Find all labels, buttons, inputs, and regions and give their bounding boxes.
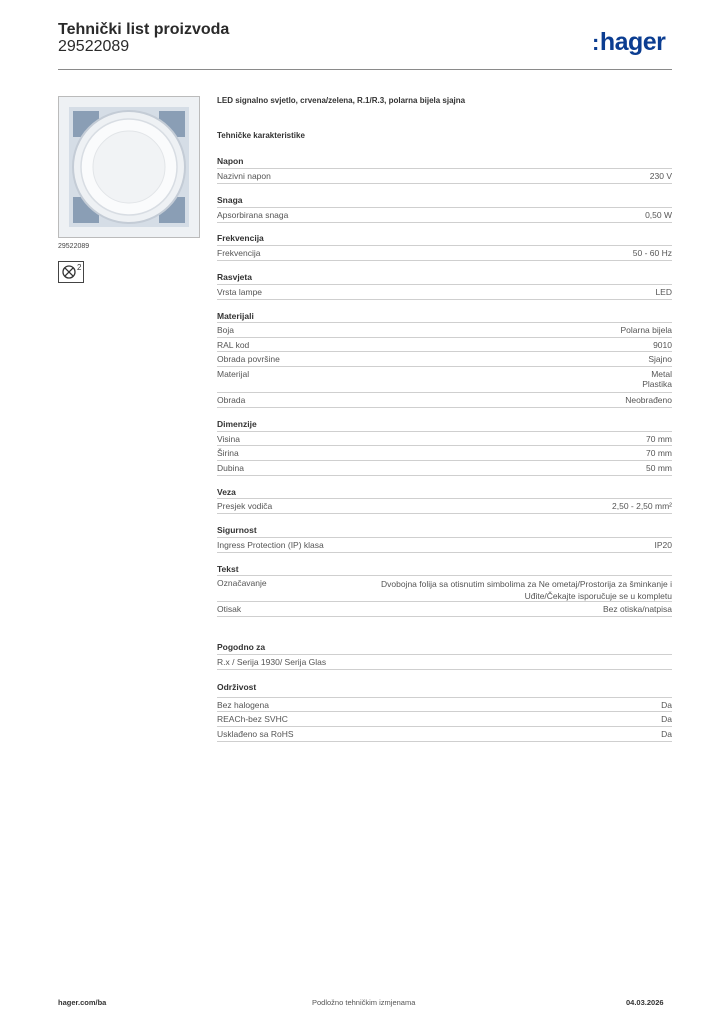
spec-label: Obrada [217,395,246,405]
spec-label: Boja [217,325,235,335]
spec-label: Dubina [217,463,244,473]
section-heading-sigurnost: Sigurnost [217,525,257,535]
footer-website-link[interactable]: hager.com/ba [58,998,107,1007]
lamp-symbol-icon [58,261,84,283]
spec-value: Polarna bijela [620,325,672,335]
section-heading-napon: Napon [217,156,244,166]
svg-text:2: 2 [77,263,82,272]
spec-row [217,697,672,712]
spec-label: Širina [217,448,239,458]
spec-row [217,711,672,726]
spec-label: Usklađeno sa RoHS [217,729,294,739]
spec-row [217,337,672,352]
spec-value: Neobrađeno [625,395,672,405]
section-heading-materijali: Materijali [217,311,254,321]
section-divider [217,513,672,514]
footer-disclaimer: Podložno tehničkim izmjenama [312,998,416,1007]
spec-value: 70 mm [646,448,672,458]
spec-label: Bez halogena [217,700,269,710]
spec-value: Metal Plastika [642,369,672,389]
header-divider [58,69,672,70]
spec-value: LED [655,287,672,297]
spec-row [217,601,672,616]
section-heading-odrzivost: Održivost [217,682,257,692]
section-divider [217,616,672,617]
spec-label: Materijal [217,369,250,379]
page-title: Tehnički list proizvoda [58,21,230,38]
spec-row [217,168,672,183]
product-title: LED signalno svjetlo, crvena/zelena, R.1/R.3, polarna bijela sjajna [217,96,466,105]
spec-value: Sjajno [648,354,672,364]
spec-row [217,431,672,446]
spec-row [217,245,672,260]
spec-value: 50 - 60 Hz [632,248,672,258]
spec-value: 230 V [649,171,672,181]
section-divider [217,475,672,476]
section-divider [217,741,672,742]
section-divider [217,552,672,553]
spec-value: Da [661,700,672,710]
spec-value: Da [661,714,672,724]
tech-characteristics-title: Tehničke karakteristike [217,131,305,140]
section-divider [217,669,672,670]
spec-value: Bez otiska/natpisa [603,604,672,614]
image-caption: 29522089 [58,243,90,250]
spec-row [217,445,672,460]
spec-row [217,498,672,513]
section-heading-dimenzije: Dimenzije [217,419,257,429]
spec-label: Presjek vodiča [217,501,273,511]
spec-value: 9010 [653,340,672,350]
spec-label: R.x / Serija 1930/ Serija Glas [217,657,327,667]
spec-value: Dvobojna folija sa otisnutim simbolima za Ne ometaj/Prostorija za šminkanje i Uđite/Čekajte isporučuje se u kompletu [380,579,672,601]
section-heading-frekvencija: Frekvencija [217,233,264,243]
spec-label: Nazivni napon [217,171,271,181]
spec-label: RAL kod [217,340,250,350]
section-heading-veza: Veza [217,487,236,497]
spec-row [217,392,672,407]
spec-row [217,322,672,337]
hager-logo: :hager [592,28,666,56]
spec-row [217,654,672,669]
section-heading-tekst: Tekst [217,564,239,574]
product-image [58,96,200,238]
spec-label: Apsorbirana snaga [217,210,289,220]
section-heading-rasvjeta: Rasvjeta [217,272,252,282]
section-divider [217,407,672,408]
spec-value: 2,50 - 2,50 mm² [612,501,672,511]
footer-date: 04.03.2026 [626,998,664,1007]
spec-row [217,284,672,299]
spec-row [217,207,672,222]
section-divider [217,299,672,300]
product-number: 29522089 [58,38,130,55]
section-divider [217,183,672,184]
spec-label: Ingress Protection (IP) klasa [217,540,324,550]
section-heading-pogodno: Pogodno za [217,642,266,652]
spec-row [217,726,672,741]
spec-value: IP20 [654,540,672,550]
spec-row [217,460,672,475]
spec-row [217,575,672,601]
spec-value: Da [661,729,672,739]
spec-label: REACh-bez SVHC [217,714,288,724]
product-illustration [59,97,199,237]
section-heading-snaga: Snaga [217,195,243,205]
spec-row [217,366,672,392]
spec-value: 70 mm [646,434,672,444]
spec-value: 50 mm [646,463,672,473]
spec-row [217,537,672,552]
spec-label: Otisak [217,604,242,614]
spec-label: Visina [217,434,240,444]
spec-label: Frekvencija [217,248,261,258]
spec-row [217,351,672,366]
section-divider [217,260,672,261]
spec-value: 0,50 W [645,210,672,220]
section-divider [217,222,672,223]
spec-label: Obrada površine [217,354,280,364]
spec-label: Vrsta lampe [217,287,263,297]
spec-label: Označavanje [217,578,267,588]
